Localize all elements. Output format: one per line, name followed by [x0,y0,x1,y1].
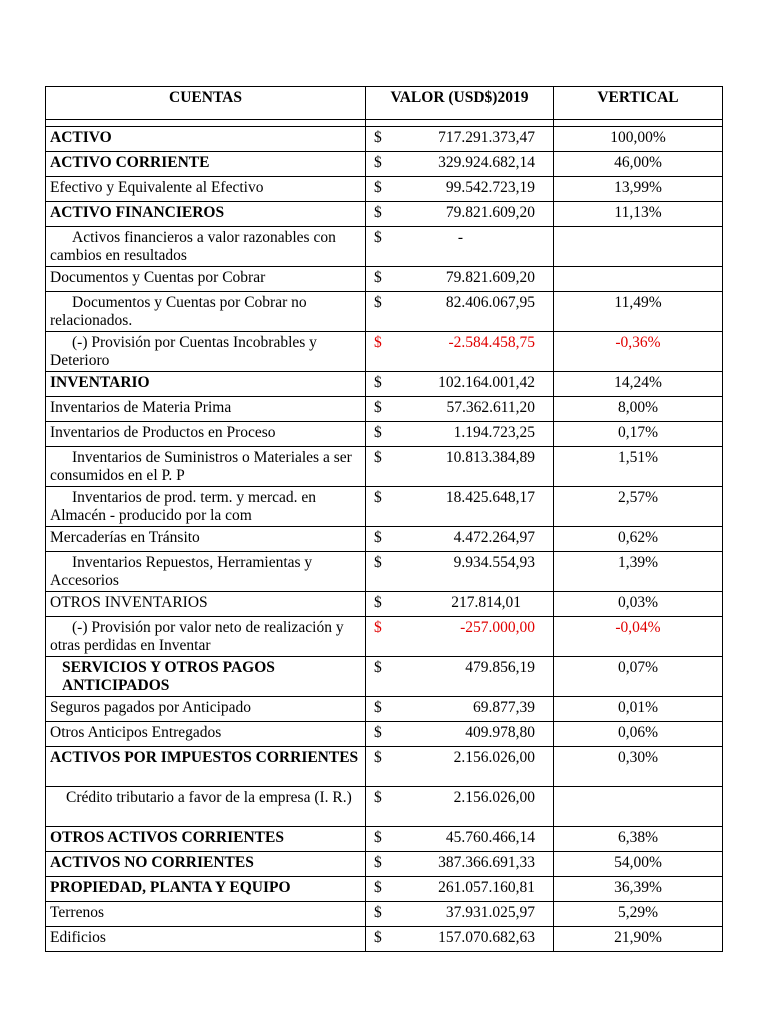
account-label: Inventarios Repuestos, Herramientas y Accesorios [46,552,366,592]
table-row [46,827,723,852]
vertical-pct: 0,01% [554,697,723,722]
vertical-pct: 2,57% [554,487,723,527]
amount: 45.760.466,14 [445,829,535,846]
value-cell [366,127,554,152]
table-row [46,852,723,877]
account-label: Terrenos [46,902,366,927]
vertical-pct: -0,04% [554,617,723,657]
amount: 479.856,19 [465,659,535,676]
account-label: (-) Provisión por Cuentas Incobrables y Deterioro [46,332,366,372]
table-row [46,877,723,902]
value-cell [366,852,554,877]
table-row [46,657,723,697]
currency-symbol: $ [374,449,382,466]
value-cell [366,722,554,747]
currency-symbol: $ [374,154,382,171]
currency-symbol: $ [374,529,382,546]
vertical-pct: 21,90% [554,927,723,952]
vertical-pct: 8,00% [554,397,723,422]
currency-symbol: $ [374,789,382,806]
currency-symbol: $ [374,879,382,896]
account-label: PROPIEDAD, PLANTA Y EQUIPO [46,877,366,902]
vertical-pct [554,227,723,267]
account-label: Efectivo y Equivalente al Efectivo [46,177,366,202]
amount: 79.821.609,20 [445,269,535,286]
amount: 57.362.611,20 [446,399,535,416]
currency-symbol: $ [374,829,382,846]
table-header-row [46,87,723,120]
currency-symbol: $ [374,204,382,221]
value-cell [366,372,554,397]
table-row [46,422,723,447]
table-row [46,127,723,152]
account-label: Inventarios de Productos en Proceso [46,422,366,447]
table-row [46,267,723,292]
table-row [46,722,723,747]
header-vertical: VERTICAL [554,87,723,120]
currency-symbol: $ [374,929,382,946]
amount: 387.366.691,33 [438,854,535,871]
currency-symbol: $ [374,269,382,286]
table-row [46,447,723,487]
account-label: Activos financieros a valor razonables con cambios en resultados [46,227,366,267]
table-row [46,902,723,927]
amount: 329.924.682,14 [438,154,535,171]
value-cell [366,267,554,292]
value-cell [366,787,554,827]
currency-symbol: $ [374,749,382,766]
table-row [46,332,723,372]
value-cell [366,877,554,902]
vertical-pct: 0,03% [554,592,723,617]
vertical-pct: 46,00% [554,152,723,177]
vertical-pct: 1,51% [554,447,723,487]
amount: 10.813.384,89 [445,449,535,466]
amount: 717.291.373,47 [438,129,535,146]
vertical-pct: -0,36% [554,332,723,372]
amount: 261.057.160,81 [438,879,535,896]
value-cell [366,527,554,552]
value-cell [366,617,554,657]
amount: - [457,229,463,246]
account-label: ACTIVO FINANCIEROS [46,202,366,227]
vertical-pct: 54,00% [554,852,723,877]
vertical-pct: 5,29% [554,902,723,927]
currency-symbol: $ [374,699,382,716]
account-label: Documentos y Cuentas por Cobrar [46,267,366,292]
currency-symbol: $ [374,399,382,416]
table-row [46,152,723,177]
vertical-pct: 0,06% [554,722,723,747]
vertical-pct: 0,30% [554,747,723,787]
value-cell [366,927,554,952]
value-cell [366,422,554,447]
value-cell [366,902,554,927]
value-cell [366,292,554,332]
vertical-pct: 100,00% [554,127,723,152]
value-cell [366,657,554,697]
vertical-pct: 0,17% [554,422,723,447]
amount: -257.000,00 [460,619,535,636]
vertical-pct: 0,62% [554,527,723,552]
value-cell [366,152,554,177]
value-cell [366,827,554,852]
account-label: Mercaderías en Tránsito [46,527,366,552]
amount: 82.406.067,95 [445,294,535,311]
vertical-pct: 14,24% [554,372,723,397]
currency-symbol: $ [374,229,382,246]
account-label: Inventarios de Materia Prima [46,397,366,422]
amount: 69.877,39 [473,699,535,716]
amount: 4.472.264,97 [453,529,535,546]
account-label: ACTIVO [46,127,366,152]
value-cell [366,552,554,592]
table-row [46,227,723,267]
currency-symbol: $ [374,424,382,441]
value-cell [366,447,554,487]
header-cuentas: CUENTAS [46,87,366,120]
vertical-pct: 11,13% [554,202,723,227]
currency-symbol: $ [374,619,382,636]
value-cell [366,202,554,227]
currency-symbol: $ [374,904,382,921]
amount: 1.194.723,25 [453,424,535,441]
balance-sheet-table [45,86,723,952]
table-row [46,697,723,722]
amount: 2.156.026,00 [453,749,535,766]
value-cell [366,747,554,787]
vertical-pct [554,267,723,292]
vertical-pct: 6,38% [554,827,723,852]
amount: 18.425.648,17 [445,489,535,506]
account-label: (-) Provisión por valor neto de realización y otras perdidas en Inventar [46,617,366,657]
account-label: SERVICIOS Y OTROS PAGOS ANTICIPADOS [46,657,366,697]
account-label: Crédito tributario a favor de la empresa (I. R.) [46,787,366,827]
currency-symbol: $ [374,374,382,391]
account-label: OTROS INVENTARIOS [46,592,366,617]
table-row [46,397,723,422]
account-label: INVENTARIO [46,372,366,397]
amount: 79.821.609,20 [445,204,535,221]
table-row [46,177,723,202]
table-row [46,527,723,552]
vertical-pct: 0,07% [554,657,723,697]
vertical-pct [554,787,723,827]
account-label: Otros Anticipos Entregados [46,722,366,747]
amount: 99.542.723,19 [445,179,535,196]
account-label: Edificios [46,927,366,952]
table-row [46,487,723,527]
table-row [46,552,723,592]
table-row [46,787,723,827]
value-cell [366,332,554,372]
value-cell [366,397,554,422]
account-label: ACTIVOS POR IMPUESTOS CORRIENTES [46,747,366,787]
table-row [46,202,723,227]
currency-symbol: $ [374,854,382,871]
vertical-pct: 13,99% [554,177,723,202]
value-cell [366,592,554,617]
currency-symbol: $ [374,294,382,311]
amount: 2.156.026,00 [453,789,535,806]
account-label: ACTIVOS NO CORRIENTES [46,852,366,877]
amount: 157.070.682,63 [438,929,535,946]
vertical-pct: 36,39% [554,877,723,902]
amount: 102.164.001,42 [438,374,535,391]
amount: 37.931.025,97 [445,904,535,921]
value-cell [366,697,554,722]
currency-symbol: $ [374,659,382,676]
value-cell [366,177,554,202]
account-label: Inventarios de prod. term. y mercad. en Almacén - producido por la com [46,487,366,527]
spacer-row [46,120,723,127]
currency-symbol: $ [374,129,382,146]
table-row [46,747,723,787]
table-row [46,927,723,952]
currency-symbol: $ [374,594,382,611]
amount: -2.584.458,75 [448,334,535,351]
table-row [46,617,723,657]
currency-symbol: $ [374,724,382,741]
vertical-pct: 1,39% [554,552,723,592]
amount: 9.934.554,93 [453,554,535,571]
currency-symbol: $ [374,179,382,196]
account-label: OTROS ACTIVOS CORRIENTES [46,827,366,852]
value-cell [366,487,554,527]
table-row [46,372,723,397]
header-valor: VALOR (USD$)2019 [366,87,554,120]
currency-symbol: $ [374,554,382,571]
amount: 409.978,80 [465,724,535,741]
vertical-pct: 11,49% [554,292,723,332]
account-label: Documentos y Cuentas por Cobrar no relacionados. [46,292,366,332]
currency-symbol: $ [374,489,382,506]
account-label: Seguros pagados por Anticipado [46,697,366,722]
value-cell [366,227,554,267]
account-label: ACTIVO CORRIENTE [46,152,366,177]
table-row [46,592,723,617]
amount: 217.814,01 [451,594,521,611]
account-label: Inventarios de Suministros o Materiales a ser consumidos en el P. P [46,447,366,487]
currency-symbol: $ [374,334,382,351]
table-row [46,292,723,332]
